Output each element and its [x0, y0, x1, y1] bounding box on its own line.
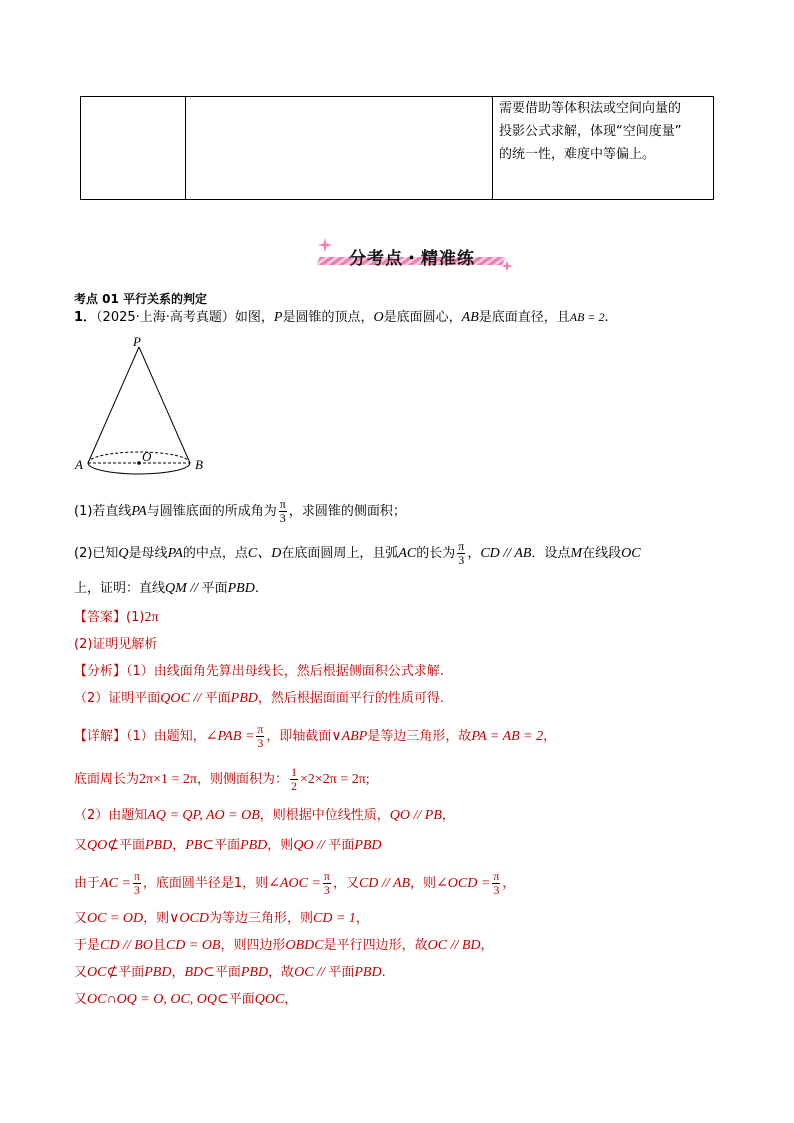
stem-text: 是底面圆心，: [383, 310, 462, 325]
detail-line-5: 由于AC = $\frac{\pi}{3}$ ，底面圆半径是1，则∠AOC = $\frac{\pi}{3}$ ，又CD // AB，则∠OCD = $\frac{\pi}{3}$ ，: [74, 869, 516, 897]
answer-line-2: (2)证明见解析: [74, 637, 158, 652]
fraction-1-2: $\frac{1}{2}$: [290, 765, 297, 793]
detail-line-1: 【详解】（1）由题知，∠PAB = $\frac{\pi}{3}$ ，即轴截面∨ABP是等边三角形，故PA = AB = 2，: [74, 722, 557, 750]
detail-line-3: （2）由题知AQ = QP, AO = OB，则根据中位线性质，QO // PB，: [74, 808, 455, 823]
fraction-pi-3: $\frac{\pi}{3}$: [257, 722, 264, 750]
fraction-pi-3: $\frac{\pi}{3}$: [279, 497, 286, 525]
fraction-pi-3: $\frac{\pi}{3}$: [458, 539, 465, 567]
detail-line-7: 于是CD // BO且CD = OB，则四边形OBDC是平行四边形，故OC // BD，: [74, 938, 494, 953]
cone-figure: [70, 330, 220, 480]
part-1: [74, 498, 406, 525]
answer-line-1: 【答案】(1)2π: [74, 610, 159, 625]
answer-label: 【答案】: [74, 610, 127, 625]
stem-text: 是底面直径，且: [478, 310, 570, 325]
label-O: O: [142, 449, 152, 464]
cone-generatrix-right: [139, 347, 190, 463]
question-1-stem: [74, 308, 609, 327]
summary-table: [80, 96, 714, 200]
detail-line-2: 底面周长为2π×1 = 2π，则侧面积为： $\frac{1}{2}$ ×2×2π = 2π;: [74, 765, 370, 793]
detail-line-9: 又OC∩OQ = O, OC, OQ⊂平面QOC，: [74, 992, 298, 1007]
part-text: ，求圆锥的侧面积；: [288, 504, 406, 519]
table-cell-note: [493, 97, 714, 200]
part-2-line-2: 上，证明：直线QM // 平面PBD.: [74, 581, 259, 596]
part-text: (1)若直线: [74, 504, 132, 519]
detail-line-8: 又OC⊄平面PBD，BD⊂平面PBD，故OC // 平面PBD.: [74, 965, 386, 980]
var-P: P: [273, 310, 283, 325]
fraction-pi-3: $\frac{\pi}{3}$: [133, 869, 140, 897]
fraction-pi-3: $\frac{\pi}{3}$: [493, 869, 500, 897]
question-number: 1．: [74, 310, 97, 325]
var-AB: AB: [461, 310, 479, 325]
condition: AB = 2: [569, 310, 605, 324]
sparkle-icon: [318, 238, 332, 252]
stem-text: .: [604, 310, 609, 325]
question-source: （2025·上海·高考真题）: [96, 310, 235, 325]
center-point: [137, 461, 141, 465]
label-P: P: [133, 334, 141, 349]
part-2-line-1: (2)已知Q是母线PA的中点，点C、D在底面圆周上，且弧AC的长为 $\frac{\pi}{3}$ ，CD // AB．设点M在线段OC: [74, 539, 641, 567]
analysis-label: 【分析】: [74, 664, 127, 679]
fraction-pi-3: $\frac{\pi}{3}$: [323, 869, 330, 897]
var-O: O: [373, 310, 384, 325]
label-B: B: [195, 457, 203, 472]
detail-line-6: 又OC = OD，则∨OCD为等边三角形，则CD = 1，: [74, 911, 369, 926]
analysis-line-1: 【分析】（1）由线面角先算出母线长，然后根据侧面积公式求解.: [74, 664, 444, 679]
cone-generatrix-left: [88, 347, 139, 463]
stem-text: 如图，: [234, 310, 274, 325]
part-text: 与圆锥底面的所成角为: [146, 504, 277, 519]
label-A: A: [75, 457, 83, 472]
table-note-line-2: 投影公式求解，体现“空间度量”: [499, 124, 682, 139]
table-note-line-3: 的统一性，难度中等偏上。: [499, 147, 656, 162]
topic-heading: 考点 01 平行关系的判定: [74, 292, 208, 306]
analysis-line-2: （2）证明平面QOC // 平面PBD，然后根据面面平行的性质可得.: [74, 691, 444, 706]
sparkle-icon: [501, 260, 513, 272]
table-note-line-1: 需要借助等体积法或空间向量的: [499, 101, 682, 116]
stem-text: 是圆锥的顶点，: [282, 310, 374, 325]
detail-line-4: 又QO⊄平面PBD，PB⊂平面PBD，则QO // 平面PBD: [74, 838, 382, 853]
section-title: 分考点・精准练: [349, 249, 475, 269]
var-PA: PA: [131, 504, 147, 519]
detail-label: 【详解】: [74, 729, 127, 744]
table-cell-empty-1: [81, 97, 186, 200]
section-title-banner: [312, 240, 512, 274]
table-cell-empty-2: [186, 97, 493, 200]
